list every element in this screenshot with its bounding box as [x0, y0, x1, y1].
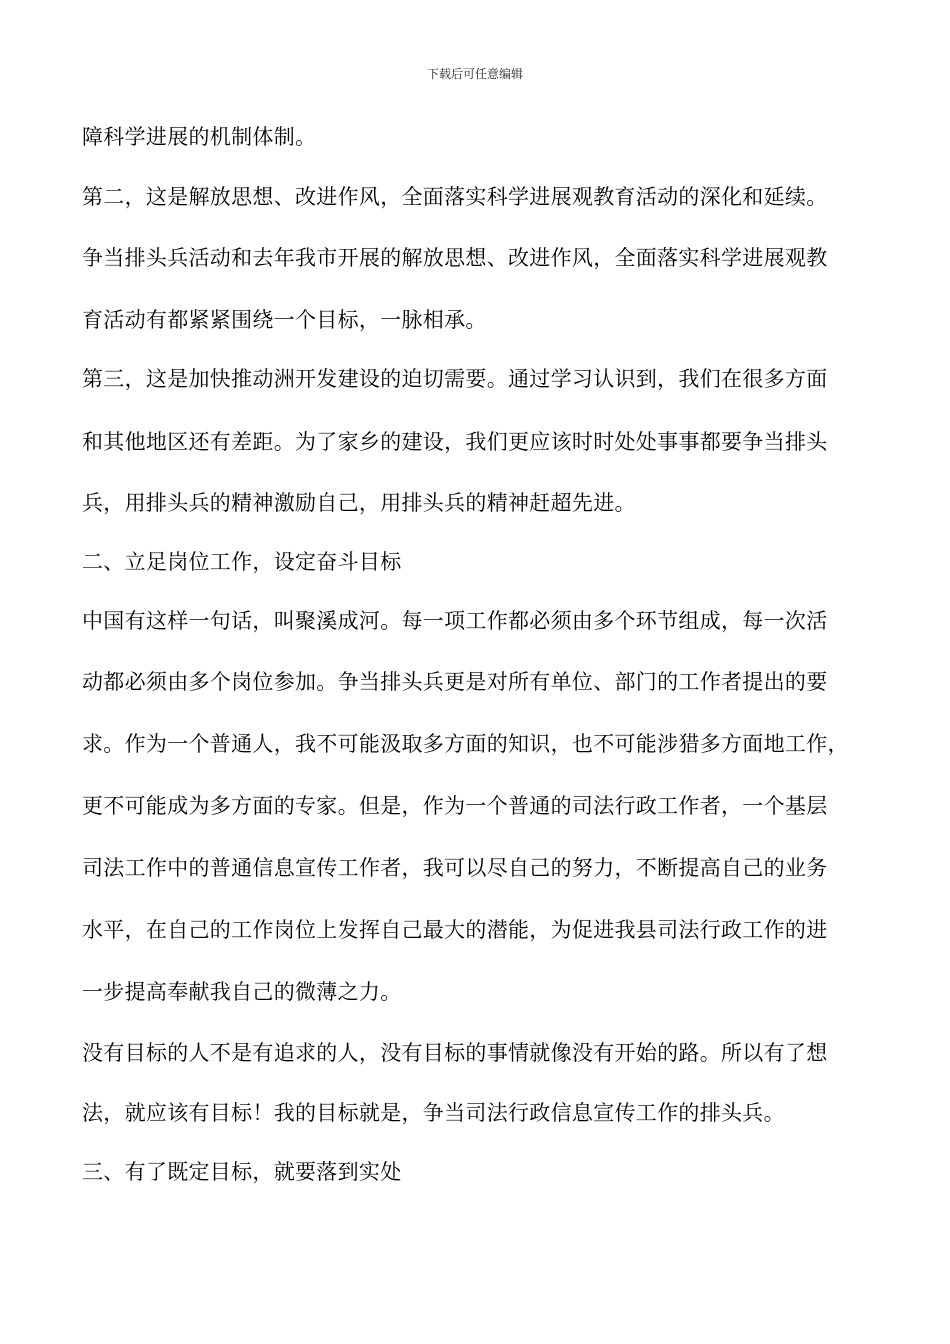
text-line: 法，就应该有目标！我的目标就是，争当司法行政信息宣传工作的排头兵。	[82, 1101, 785, 1125]
text-line: 中国有这样一句话，叫聚溪成河。每一项工作都必须由多个环节组成，每一次活	[82, 609, 828, 633]
text-line: 育活动有都紧紧围绕一个目标，一脉相承。	[82, 308, 487, 332]
text-line: 更不可能成为多方面的专家。但是，作为一个普通的司法行政工作者，一个基层	[82, 794, 828, 818]
text-line: 第二，这是解放思想、改进作风，全面落实科学进展观教育活动的深化和延续。	[82, 185, 828, 209]
text-line: 求。作为一个普通人，我不可能汲取多方面的知识，也不可能涉猎多方面地工作，	[82, 732, 849, 756]
text-line: 争当排头兵活动和去年我市开展的解放思想、改进作风，全面落实科学进展观教	[82, 246, 828, 270]
text-line: 动都必须由多个岗位参加。争当排头兵更是对所有单位、部门的工作者提出的要	[82, 670, 828, 694]
text-line: 障科学进展的机制体制。	[82, 125, 317, 149]
text-line: 兵，用排头兵的精神激励自己，用排头兵的精神赶超先进。	[82, 491, 636, 515]
text-line: 一步提高奉献我自己的微薄之力。	[82, 980, 402, 1004]
text-line: 没有目标的人不是有追求的人，没有目标的事情就像没有开始的路。所以有了想	[82, 1041, 828, 1065]
page-header: 下载后可任意编辑	[426, 67, 523, 81]
text-line: 和其他地区还有差距。为了家乡的建设，我们更应该时时处处事事都要争当排头	[82, 430, 828, 454]
section-heading: 二、立足岗位工作，设定奋斗目标	[82, 550, 402, 574]
section-heading: 三、有了既定目标，就要落到实处	[82, 1160, 402, 1184]
text-line: 水平，在自己的工作岗位上发挥自己最大的潜能，为促进我县司法行政工作的进	[82, 918, 828, 942]
text-line: 第三，这是加快推动洲开发建设的迫切需要。通过学习认识到，我们在很多方面	[82, 367, 828, 391]
text-line: 司法工作中的普通信息宣传工作者，我可以尽自己的努力，不断提高自己的业务	[82, 856, 828, 880]
